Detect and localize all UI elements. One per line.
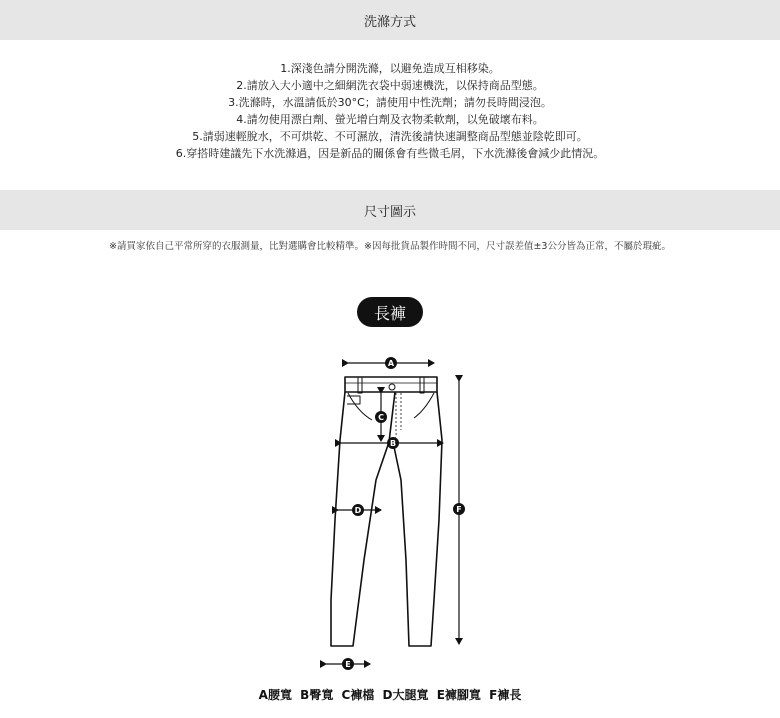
measure-d-thigh (338, 504, 381, 516)
measure-e-hem (326, 658, 370, 670)
wash-instruction: 3.洗滌時，水溫請低於30°C；請使用中性洗劑；請勿長時間浸泡。 (228, 96, 552, 109)
legend-item-d: D大腿寬 (382, 688, 429, 702)
marker-f: F (456, 505, 462, 514)
marker-c: C (378, 413, 384, 422)
marker-a: A (387, 359, 395, 368)
marker-d: D (354, 506, 362, 515)
size-title: 尺寸圖示 (363, 204, 416, 220)
wash-instruction: 2.請放入大小適中之細網洗衣袋中弱速機洗，以保持商品型態。 (236, 79, 544, 92)
measure-f-length (453, 381, 465, 644)
measurement-legend (0, 686, 780, 703)
measure-b-hip (341, 437, 443, 449)
size-note: ※請買家依自己平常所穿的衣服測量，比對選購會比較精準。※因每批貨品製作時間不同，尺寸誤差值±3公分皆為正常，不屬於瑕疵。 (109, 241, 671, 252)
wash-instruction: 5.請弱速輕脫水，不可烘乾、不可濕放，清洗後請快速調整商品型態並陰乾即可。 (192, 130, 588, 143)
legend-item-b: B臀寬 (300, 688, 334, 702)
marker-b: B (389, 439, 397, 448)
legend-item-e: E褲腳寬 (436, 688, 481, 702)
measure-c-rise (375, 393, 387, 441)
category-label: 長褲 (373, 303, 406, 323)
wash-instruction: 4.請勿使用漂白劑、螢光增白劑及衣物柔軟劑，以免破壞布料。 (236, 113, 544, 126)
wash-instruction: 6.穿搭時建議先下水洗滌過，因是新品的關係會有些微毛屑，下水洗滌後會減少此情況。 (175, 147, 605, 160)
legend-item-f: F褲長 (489, 688, 522, 702)
legend-item-c: C褲檔 (341, 688, 375, 702)
measure-a-waist (348, 357, 434, 369)
legend-item-a: A腰寬 (258, 688, 292, 702)
marker-e: E (345, 660, 351, 669)
wash-title: 洗滌方式 (363, 14, 416, 30)
wash-instruction: 1.深淺色請分開洗滌，以避免造成互相移染。 (280, 62, 500, 75)
